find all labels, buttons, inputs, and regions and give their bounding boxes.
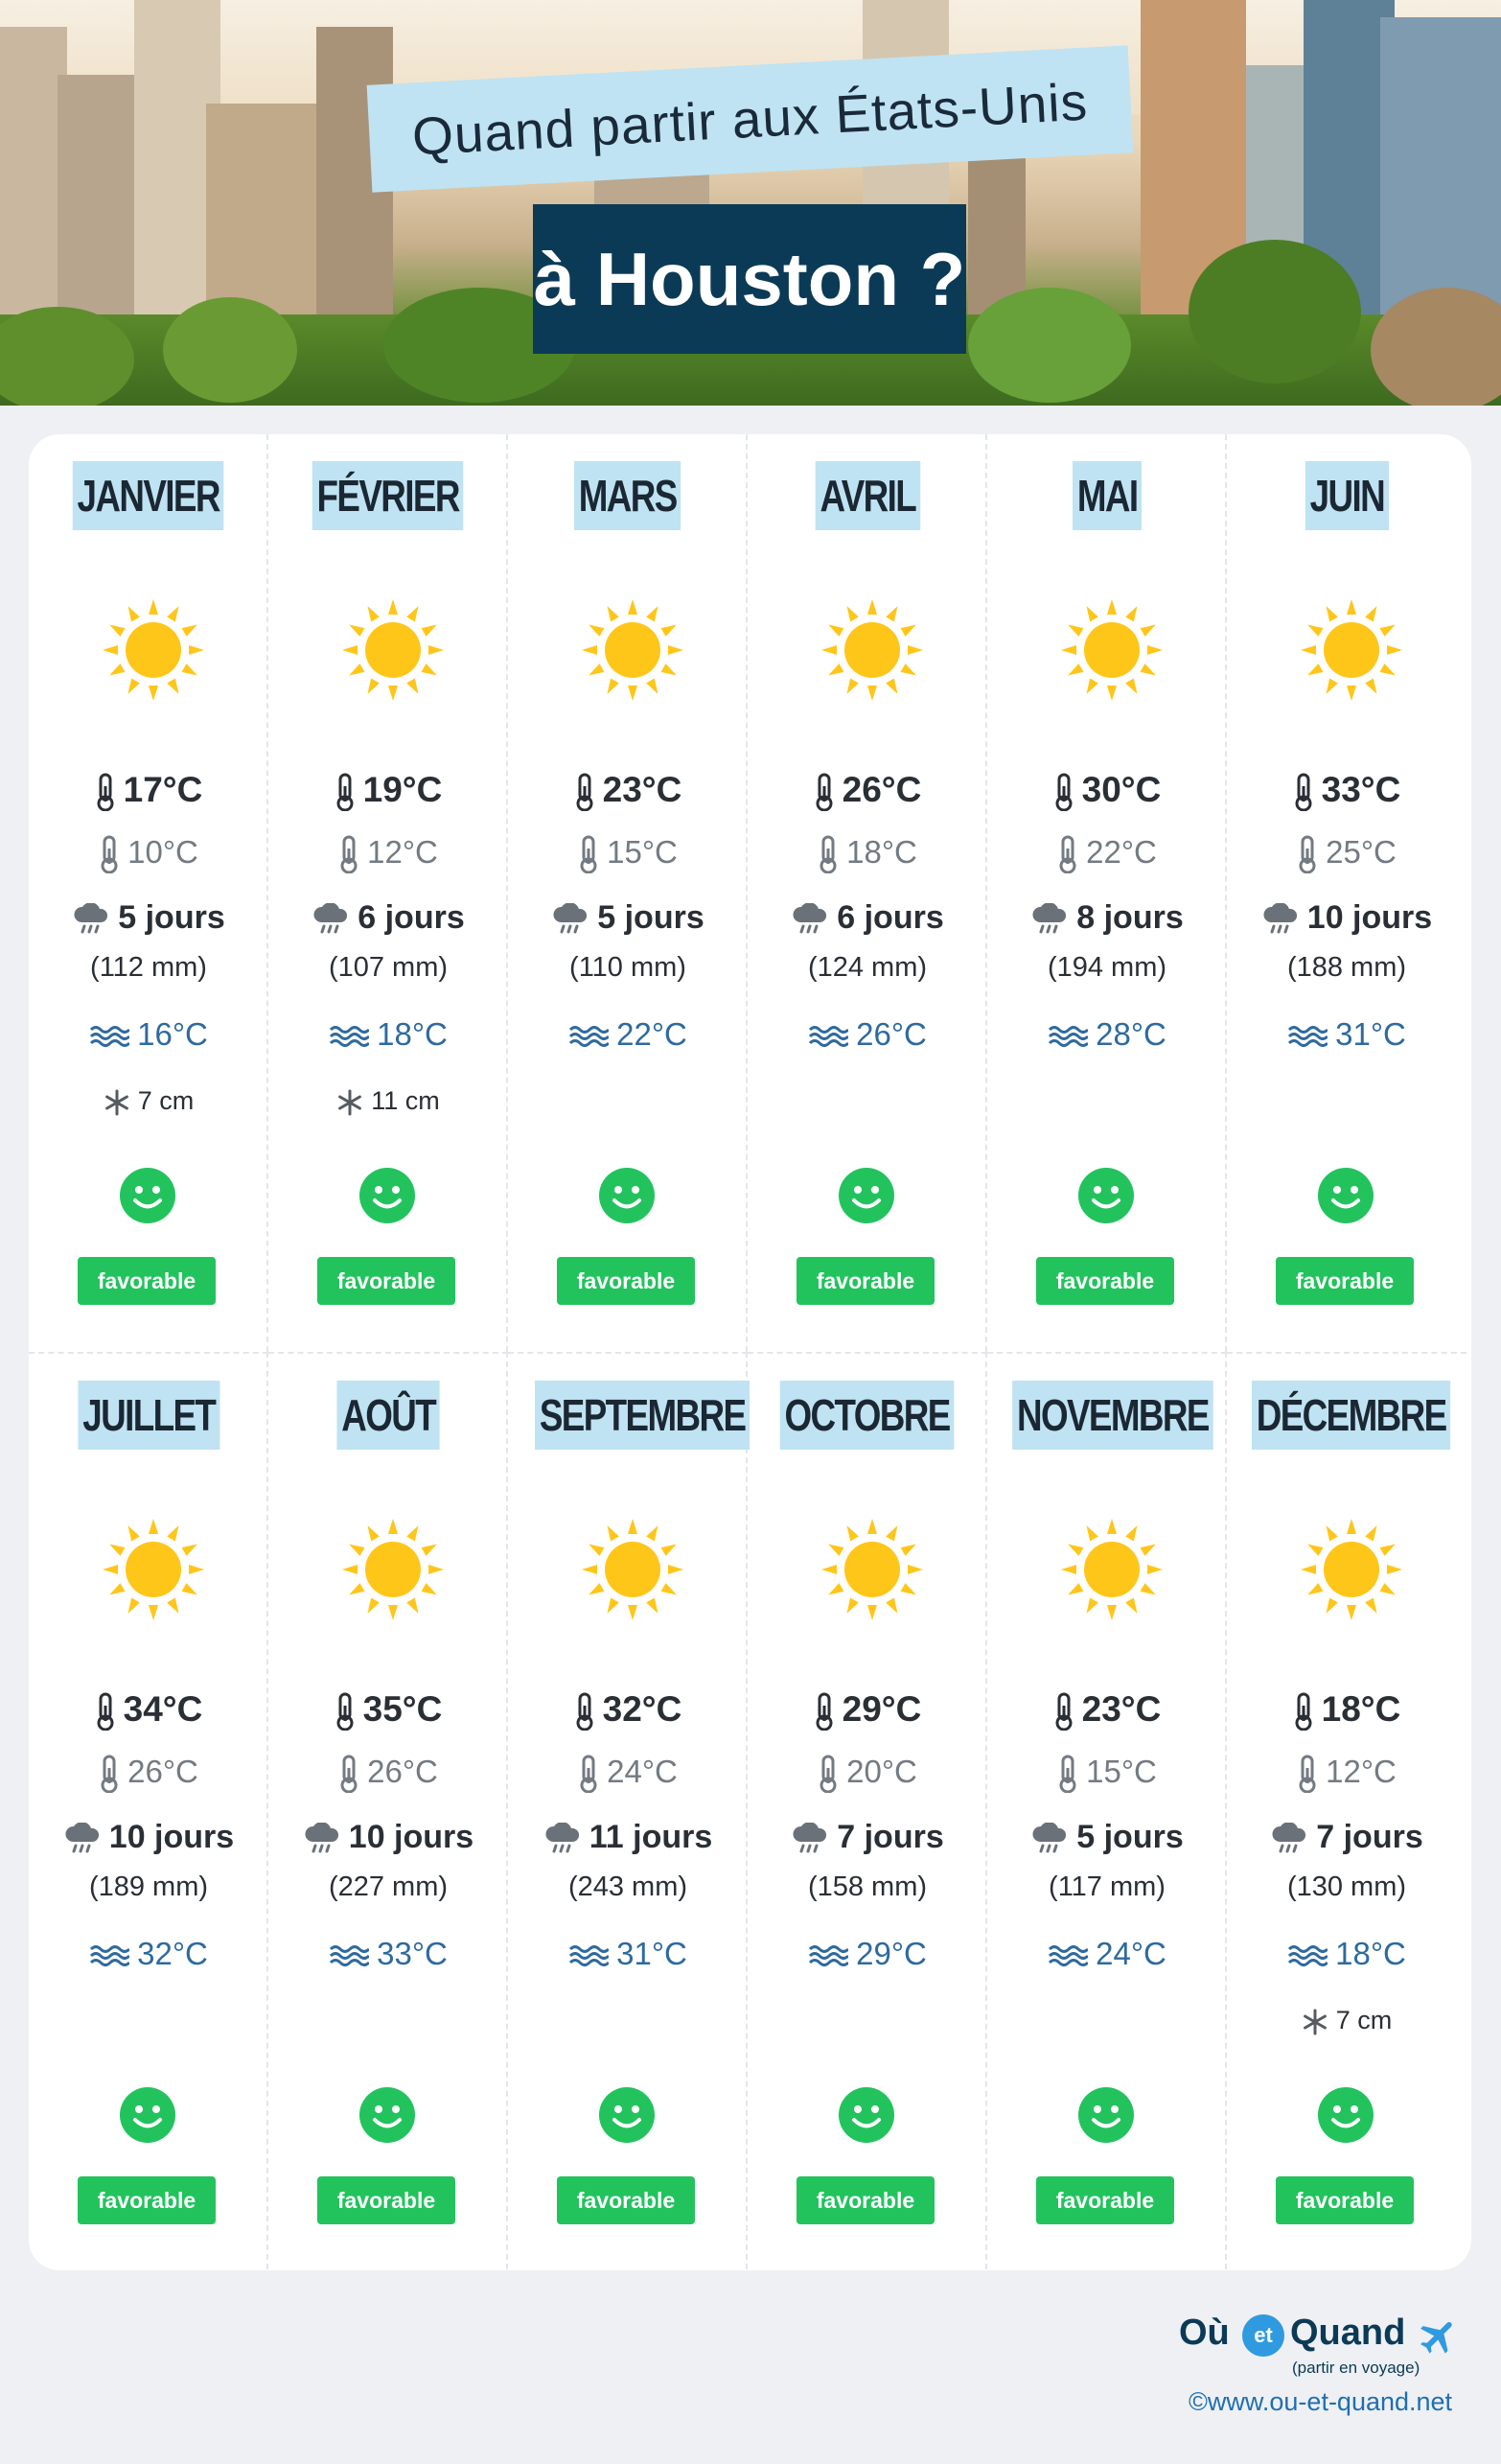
rain-cloud-icon <box>1030 903 1069 936</box>
thermometer-icon <box>574 1692 595 1731</box>
rain-days: 6 jours <box>748 899 987 937</box>
temp-max: 32°C <box>508 1689 748 1731</box>
rain-cloud-icon <box>791 1823 829 1855</box>
rain-cloud-icon <box>551 903 589 936</box>
rain-days: 10 jours <box>1227 899 1466 937</box>
rain-days: 10 jours <box>29 1819 268 1856</box>
month-name: AOÛT <box>336 1381 439 1450</box>
rain-days: 5 jours <box>987 1819 1227 1856</box>
thermometer-icon <box>1053 1692 1074 1731</box>
temp-max: 29°C <box>748 1689 987 1731</box>
smiley-icon <box>1318 1168 1374 1223</box>
smiley-icon <box>1078 2087 1134 2143</box>
rain-amount: (194 mm) <box>1047 952 1167 983</box>
rain-cloud-icon <box>543 1823 582 1855</box>
thermometer-icon <box>818 835 839 873</box>
temp-min: 26°C <box>268 1754 508 1793</box>
snowflake-icon <box>104 1089 130 1116</box>
temp-max: 30°C <box>987 770 1227 811</box>
temp-max: 23°C <box>987 1689 1227 1731</box>
website-link[interactable]: ©www.ou-et-quand.net <box>1189 2387 1453 2416</box>
snowflake-icon <box>336 1089 363 1116</box>
snow-amount: 7 cm <box>1227 2006 1466 2035</box>
rating-badge: favorable <box>1276 1257 1414 1305</box>
sun-icon <box>1059 1517 1165 1622</box>
rain-days: 7 jours <box>1227 1819 1466 1856</box>
month-name: NOVEMBRE <box>1012 1381 1212 1450</box>
month-column <box>268 434 508 1352</box>
logo-text-quand: Quand <box>1290 2313 1406 2353</box>
smiley-icon <box>839 2087 894 2143</box>
temp-max: 26°C <box>748 770 987 811</box>
temp-max: 17°C <box>29 770 268 811</box>
rain-amount: (110 mm) <box>569 952 686 983</box>
rating-badge: favorable <box>797 1257 935 1305</box>
rating-badge: favorable <box>1036 1257 1174 1305</box>
rain-amount: (117 mm) <box>1049 1871 1166 1902</box>
temp-min: 12°C <box>1227 1754 1466 1793</box>
month-name: MAI <box>1073 461 1142 530</box>
sea-temp: 26°C <box>748 1016 987 1053</box>
thermometer-icon <box>578 1755 599 1793</box>
thermometer-icon <box>335 1692 356 1731</box>
waves-icon <box>1287 1944 1328 1967</box>
rating-badge: favorable <box>317 1257 455 1305</box>
rain-days: 5 jours <box>508 899 748 937</box>
temp-max: 35°C <box>268 1689 508 1731</box>
rating-badge: favorable <box>78 1257 216 1305</box>
thermometer-icon <box>1297 835 1318 873</box>
thermometer-icon <box>814 1692 835 1731</box>
waves-icon <box>1287 1025 1328 1048</box>
logo-text-ou: Où <box>1179 2313 1230 2353</box>
month-column <box>748 434 987 1352</box>
temp-min: 15°C <box>508 834 748 873</box>
thermometer-icon <box>99 1755 120 1793</box>
smiley-icon <box>120 1168 175 1223</box>
temp-min: 15°C <box>987 1754 1227 1793</box>
temp-max: 23°C <box>508 770 748 811</box>
waves-icon <box>568 1025 609 1048</box>
snow-amount: 7 cm <box>29 1086 268 1116</box>
temp-max: 34°C <box>29 1689 268 1731</box>
waves-icon <box>808 1025 848 1048</box>
month-column <box>508 1352 748 2269</box>
rating-badge: favorable <box>557 1257 695 1305</box>
logo-tagline: (partir en voyage) <box>1292 2359 1420 2377</box>
rain-amount: (188 mm) <box>1286 952 1407 983</box>
rain-days: 11 jours <box>508 1819 748 1856</box>
sea-temp: 31°C <box>508 1936 748 1972</box>
month-name: MARS <box>574 461 681 530</box>
sun-icon <box>101 597 206 703</box>
sea-temp: 18°C <box>268 1016 508 1053</box>
smiley-icon <box>839 1168 894 1223</box>
temp-min: 12°C <box>268 834 508 873</box>
thermometer-icon <box>578 835 599 873</box>
sea-temp: 24°C <box>987 1936 1227 1972</box>
rating-badge: favorable <box>317 2176 455 2224</box>
temp-max: 18°C <box>1227 1689 1466 1731</box>
sun-icon <box>1299 1517 1404 1622</box>
smiley-icon <box>599 1168 655 1223</box>
page-title: Quand partir aux États-Unis <box>367 45 1134 192</box>
rain-amount: (189 mm) <box>88 1871 209 1902</box>
rain-days: 5 jours <box>29 899 268 937</box>
sea-temp: 31°C <box>1227 1016 1466 1053</box>
rain-amount: (124 mm) <box>807 952 928 983</box>
sea-temp: 16°C <box>29 1016 268 1053</box>
thermometer-icon <box>338 1755 359 1793</box>
month-column <box>29 434 268 1352</box>
rain-amount: (107 mm) <box>328 952 449 983</box>
rain-cloud-icon <box>63 1823 102 1855</box>
rating-badge: favorable <box>78 2176 216 2224</box>
month-column <box>1227 1352 1466 2269</box>
month-column <box>748 1352 987 2269</box>
smiley-icon <box>359 1168 415 1223</box>
header-banner <box>0 0 1501 406</box>
month-name: DÉCEMBRE <box>1252 1381 1450 1450</box>
waves-icon <box>329 1944 369 1967</box>
thermometer-icon <box>99 835 120 873</box>
temp-max: 33°C <box>1227 770 1466 811</box>
smiley-icon <box>1078 1168 1134 1223</box>
climate-card <box>29 434 1471 2270</box>
sea-temp: 32°C <box>29 1936 268 1972</box>
month-name: FÉVRIER <box>312 461 464 530</box>
logo-text-et: et <box>1242 2314 1284 2357</box>
rain-days: 8 jours <box>987 899 1227 937</box>
waves-icon <box>89 1025 129 1048</box>
temp-min: 26°C <box>29 1754 268 1793</box>
sun-icon <box>1059 597 1165 703</box>
sea-temp: 28°C <box>987 1016 1227 1053</box>
waves-icon <box>329 1025 369 1048</box>
month-column <box>508 434 748 1352</box>
month-column <box>29 1352 268 2269</box>
month-name: SEPTEMBRE <box>535 1381 750 1450</box>
temp-max: 19°C <box>268 770 508 811</box>
month-column <box>1227 434 1466 1352</box>
rating-badge: favorable <box>1036 2176 1174 2224</box>
rain-days: 6 jours <box>268 899 508 937</box>
rain-amount: (243 mm) <box>567 1871 688 1902</box>
waves-icon <box>1048 1944 1088 1967</box>
month-name: AVRIL <box>815 461 919 530</box>
sea-temp: 18°C <box>1227 1936 1466 1972</box>
sun-icon <box>820 597 925 703</box>
waves-icon <box>89 1944 129 1967</box>
thermometer-icon <box>95 773 116 811</box>
plane-icon <box>1417 2314 1461 2359</box>
month-name: JUILLET <box>78 1381 219 1450</box>
sea-temp: 29°C <box>748 1936 987 1972</box>
smiley-icon <box>1318 2087 1374 2143</box>
thermometer-icon <box>1293 773 1314 811</box>
temp-min: 18°C <box>748 834 987 873</box>
thermometer-icon <box>1053 773 1074 811</box>
thermometer-icon <box>574 773 595 811</box>
brand-logo[interactable] <box>1179 2313 1466 2380</box>
sun-icon <box>1299 597 1404 703</box>
rain-amount: (130 mm) <box>1286 1871 1407 1902</box>
sun-icon <box>580 597 685 703</box>
waves-icon <box>1048 1025 1088 1048</box>
thermometer-icon <box>1057 1755 1078 1793</box>
rating-badge: favorable <box>797 2176 935 2224</box>
rain-cloud-icon <box>1261 903 1300 936</box>
temp-min: 22°C <box>987 834 1227 873</box>
waves-icon <box>808 1944 848 1967</box>
rain-cloud-icon <box>1270 1823 1308 1855</box>
rain-cloud-icon <box>72 903 110 936</box>
snow-amount: 11 cm <box>268 1086 508 1116</box>
thermometer-icon <box>814 773 835 811</box>
rain-amount: (158 mm) <box>807 1871 928 1902</box>
month-name: JUIN <box>1305 461 1388 530</box>
month-name: JANVIER <box>73 461 224 530</box>
thermometer-icon <box>1057 835 1078 873</box>
thermometer-icon <box>95 1692 116 1731</box>
rating-badge: favorable <box>1276 2176 1414 2224</box>
temp-min: 10°C <box>29 834 268 873</box>
month-column <box>987 1352 1227 2269</box>
sea-temp: 22°C <box>508 1016 748 1053</box>
rating-badge: favorable <box>557 2176 695 2224</box>
waves-icon <box>568 1944 609 1967</box>
snowflake-icon <box>1302 2009 1328 2035</box>
smiley-icon <box>359 2087 415 2143</box>
thermometer-icon <box>1297 1755 1318 1793</box>
temp-min: 25°C <box>1227 834 1466 873</box>
smiley-icon <box>599 2087 655 2143</box>
sun-icon <box>820 1517 925 1622</box>
temp-min: 24°C <box>508 1754 748 1793</box>
sun-icon <box>580 1517 685 1622</box>
rain-cloud-icon <box>303 1823 341 1855</box>
rain-days: 10 jours <box>268 1819 508 1856</box>
sun-icon <box>340 597 446 703</box>
month-column <box>268 1352 508 2269</box>
rain-amount: (227 mm) <box>328 1871 449 1902</box>
month-column <box>987 434 1227 1352</box>
rain-cloud-icon <box>312 903 350 936</box>
sea-temp: 33°C <box>268 1936 508 1972</box>
thermometer-icon <box>335 773 356 811</box>
rain-days: 7 jours <box>748 1819 987 1856</box>
sun-icon <box>101 1517 206 1622</box>
rain-cloud-icon <box>791 903 829 936</box>
temp-min: 20°C <box>748 1754 987 1793</box>
month-name: OCTOBRE <box>780 1381 955 1450</box>
thermometer-icon <box>1293 1692 1314 1731</box>
sun-icon <box>340 1517 446 1622</box>
page-subtitle: à Houston ? <box>533 204 966 354</box>
thermometer-icon <box>338 835 359 873</box>
thermometer-icon <box>818 1755 839 1793</box>
smiley-icon <box>120 2087 175 2143</box>
rain-cloud-icon <box>1030 1823 1069 1855</box>
rain-amount: (112 mm) <box>90 952 207 983</box>
